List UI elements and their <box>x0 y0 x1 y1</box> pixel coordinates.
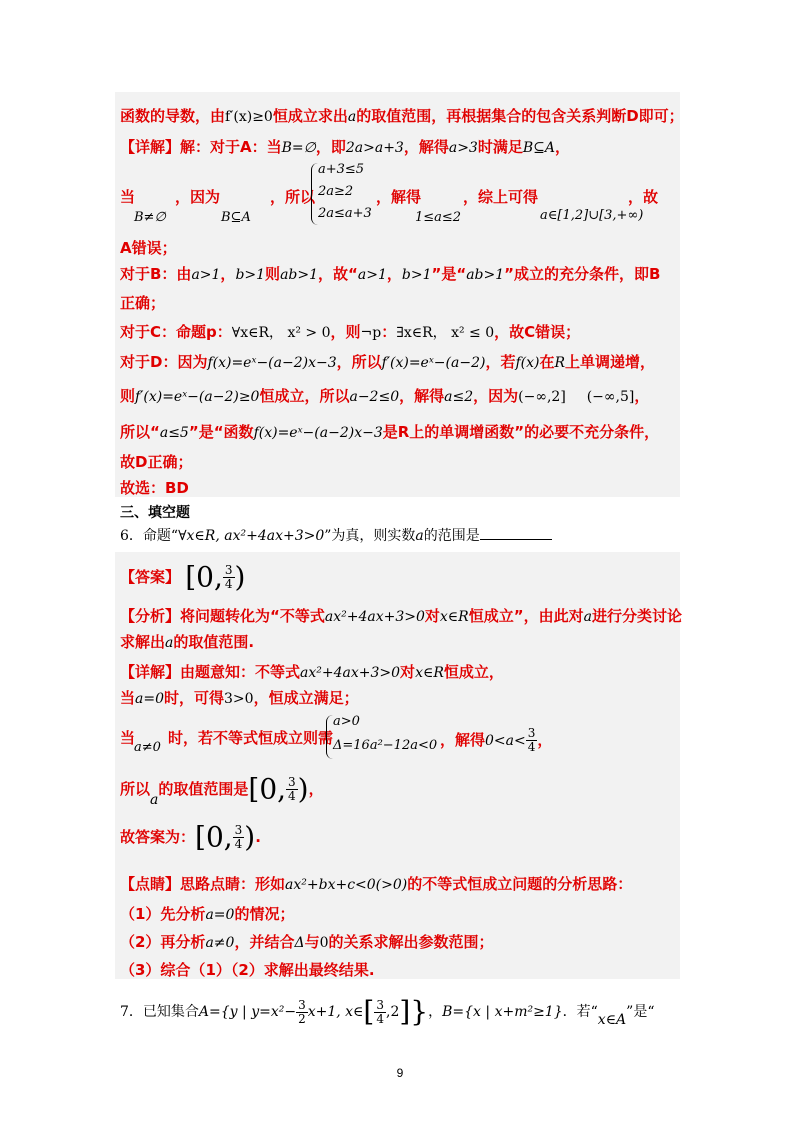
case-a-nonzero-when: 当 <box>120 729 136 747</box>
final-fraction: $\frac{3}{4}$ <box>234 823 243 851</box>
option-c-line: 对于C：命题p：∀x∈R， x² > 0，则¬p：∃x∈R， x² ≤ 0，故C错误； <box>120 323 581 341</box>
d-correct-line: 故D正确； <box>120 453 193 471</box>
final-answer-line: 故答案为：[0, $\frac{3}{4}$ ). <box>120 820 261 854</box>
case-a-nonzero-solve: ，解得0<a< $\frac{3}{4}$ ， <box>440 726 553 754</box>
q7-fraction-coef: $\frac{3}{2}$ <box>298 997 306 1026</box>
math-sub-4: a∈[1,2]∪[3,+∞) <box>540 208 644 223</box>
answer-blank <box>480 525 552 540</box>
b-correct-line: 正确； <box>120 294 166 312</box>
option-b-line: 对于B：由a>1，b>1则ab>1，故“a>1，b>1”是“ab>1”成立的充分条件，即B <box>120 265 661 283</box>
tip-step-3: （3）综合（1）（2）求解出最终结果. <box>120 961 375 979</box>
tip-line: 【点睛】思路点睛：形如ax²+bx+c<0(>0)的不等式恒成立问题的分析思路： <box>120 875 633 893</box>
conclusion-line: 所以“a≤5”是“函数f(x)=eˣ−(a−2)x−3是R上的单调增函数”的必要不充分条件， <box>120 423 660 441</box>
detail-line-combine: ，综上可得 <box>463 188 539 206</box>
case-system-brace <box>326 715 333 759</box>
tip-step-2: （2）再分析a≠0，并结合Δ与0的关系求解出参数范围； <box>120 933 494 951</box>
range-fraction: $\frac{3}{4}$ <box>288 775 296 803</box>
system-brace <box>311 163 318 225</box>
detail-line-a: 【详解】解：对于A：当B=∅，即2a>a+3，解得a>3时满足B⊆A， <box>120 138 571 156</box>
detail-line-when: 当 <box>120 188 136 206</box>
analysis-line: 函数的导数，由f′(x)≥0恒成立求出a的取值范围，再根据集合的包含关系判断D即可； <box>120 107 684 125</box>
detail-line-2: 【详解】由题意知：不等式ax²+4ax+3>0对x∈R恒成立， <box>120 663 504 681</box>
range-line: 所以a的取值范围是[0, $\frac{3}{4}$ )， <box>120 772 324 808</box>
answer-line: 【答案】 [0, $\frac{3}{4}$ ) <box>120 560 246 594</box>
case-a-zero: 当a=0时，可得3>0，恒成立满足； <box>120 689 359 707</box>
section-title: 三、填空题 <box>120 505 190 521</box>
case-system-row-2: Δ=16a²−12a<0 <box>333 738 438 753</box>
math-sub-3: 1≤a≤2 <box>415 210 462 225</box>
case-a-nonzero-text: 时，若不等式恒成立则需 <box>168 729 334 747</box>
derivative-line: 则f′(x)=eˣ−(a−2)≥0恒成立，所以a−2≤0，解得a≤2，因为(−∞,2] (−∞,5]， <box>120 387 650 405</box>
detail-line-solve: ，解得 <box>376 188 422 206</box>
question-7: 7．已知集合A={y | y=x²− $\frac{3}{2}$ x+1, x∈[ $\frac{3}{4}$ ,2]}，B={x | x+m²≥1}．若“x∈A”是“ <box>120 995 655 1028</box>
detail-line-because: ，因为 <box>175 188 221 206</box>
answer-fraction: $\frac{3}{4}$ <box>224 563 233 591</box>
case-system-row-1: a>0 <box>333 714 360 729</box>
detail-line-therefore: ，故 <box>628 188 659 206</box>
case-fraction: $\frac{3}{4}$ <box>527 726 536 754</box>
analysis-line-3: 求解出a的取值范围. <box>120 633 255 651</box>
system-row-2: 2a≥2 <box>318 184 354 199</box>
analysis-line-2: 【分析】将问题转化为“不等式ax²+4ax+3>0对x∈R恒成立”，由此对a进行分类讨论 <box>120 607 682 625</box>
case-a-nonzero-cond: a≠0 <box>134 740 161 755</box>
math-sub-1: B≠∅ <box>134 210 166 225</box>
question-6: 6．命题“∀x∈R, ax²+4ax+3>0”为真，则实数a的范围是 <box>120 525 680 546</box>
page-number: 9 <box>396 1066 404 1080</box>
system-row-3: 2a≤a+3 <box>318 206 372 221</box>
q7-fraction-interval: $\frac{3}{4}$ <box>376 997 384 1026</box>
system-row-1: a+3≤5 <box>318 162 365 177</box>
tip-step-1: （1）先分析a=0的情况； <box>120 905 295 923</box>
choice-line: 故选：BD <box>120 479 189 497</box>
math-sub-2: B⊆A <box>221 210 251 225</box>
detail-line-so: ，所以 <box>270 188 316 206</box>
option-d-line: 对于D：因为f(x)=eˣ−(a−2)x−3，所以f′(x)=eˣ−(a−2)，若f(x)在R上单调递增， <box>120 353 656 371</box>
a-wrong-line: A错误； <box>120 239 177 257</box>
